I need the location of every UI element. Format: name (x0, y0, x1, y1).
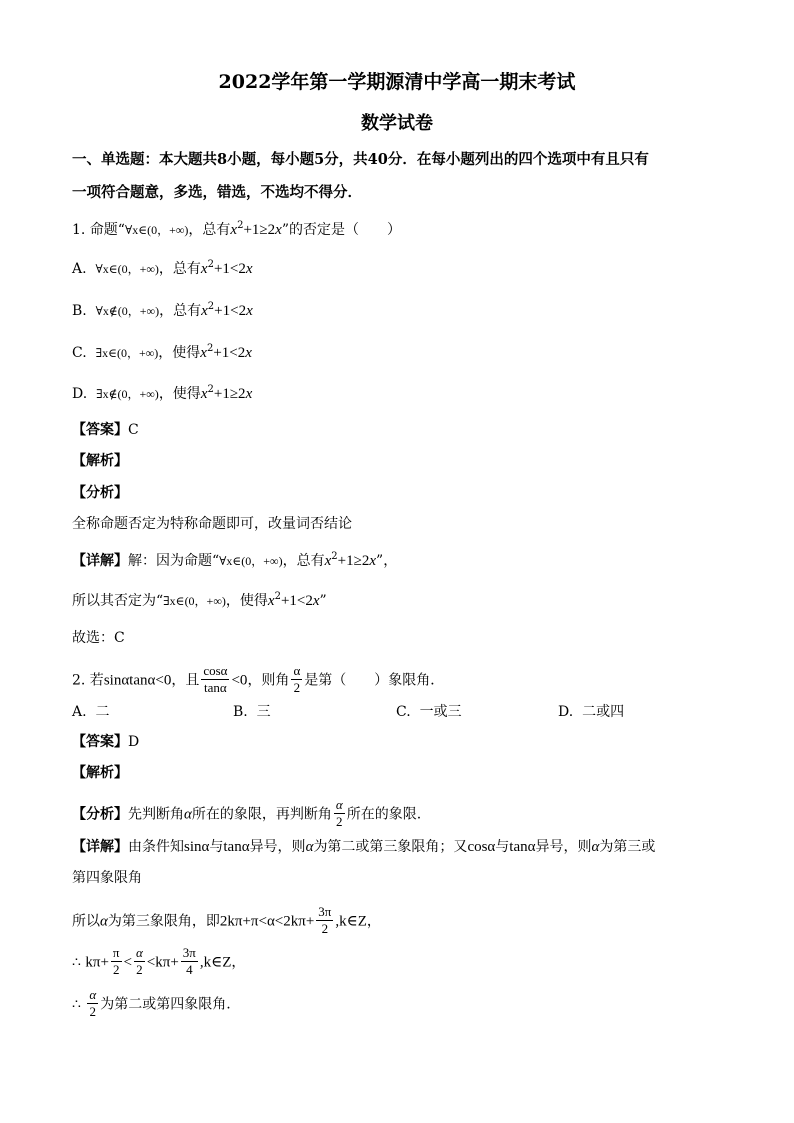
q1-option-b: B. ∀x∉(0，+∞)，总有$x^2+1<2x$ (72, 301, 253, 319)
q1-stem: 1. 命题“∀x∈(0，+∞)，总有$x^2+1\ge 2x$”的否定是（ ） (72, 220, 402, 238)
q1-option-c: C. ∃x∈(0，+∞)，使得$x^2+1<2x$ (72, 343, 252, 361)
exam-title: 2022学年第一学期源清中学高一期末考试 (218, 71, 576, 93)
q1-analysis-tag: 【解析】 (72, 453, 128, 469)
q2-step2-fraction-alpha-2: $\frac{\alpha}{2}$ (135, 945, 143, 977)
q1-option-d: D. ∃x∉(0，+∞)，使得$x^2+1\ge 2x$ (72, 384, 253, 402)
q2-stem: 2. 若sinαtanα<0，且 $\frac{\cos\alpha}{\tan\alpha}$ <0，则角 $\frac{\alpha}{2}$ 是第（ ）象限角． (72, 663, 445, 695)
q2-fraction-cos-tan: $\frac{\cos\alpha}{\tan\alpha}$ (203, 663, 228, 695)
q1-fenxi-text: 全称命题否定为特称命题即可，改量词否结论 (72, 516, 352, 532)
q1-negation: 所以其否定为“∃x∈(0，+∞)，使得$x^2+1<2x$” (72, 591, 327, 609)
q1-fenxi-tag: 【分析】 (72, 485, 128, 501)
q2-option-b: B. 三 (233, 704, 271, 720)
q2-option-a: A. 二 (72, 704, 110, 720)
q2-step2: ∴ kπ+ $\frac{\pi}{2}$ < $\frac{\alpha}{2}$ <kπ+ $\frac{3\pi}{4}$ ,k∈Z， (72, 945, 246, 977)
exam-subtitle: 数学试卷 (361, 113, 433, 134)
q2-detail-line1: 【详解】由条件知sinα与tanα异号，则α为第二或第三象限角；又cosα与tanα异号，则α为第三或 (72, 839, 656, 855)
q1-answer: 【答案】C (72, 422, 139, 438)
q1-option-a: A. ∀x∈(0，+∞)，总有$x^2+1<2x$ (72, 259, 253, 277)
q2-answer: 【答案】D (72, 734, 140, 750)
q2-fenxi-fraction: $\frac{\alpha}{2}$ (335, 797, 343, 829)
q2-step1: 所以α为第三象限角，即2kπ+π<α<2kπ+ $\frac{3\pi}{2}$ ,k∈Z， (72, 904, 381, 936)
q2-step2-fraction-pi-2: $\frac{\pi}{2}$ (112, 945, 120, 977)
q2-step3-fraction: $\frac{\alpha}{2}$ (89, 987, 97, 1019)
q2-step3: ∴ $\frac{\alpha}{2}$ 为第二或第四象限角. (72, 987, 231, 1019)
q1-detail: 【详解】解：因为命题“∀x∈(0，+∞)，总有$x^2+1\ge 2x$”， (72, 551, 398, 569)
q2-option-d: D. 二或四 (558, 704, 625, 720)
q2-step2-fraction-3pi-4: $\frac{3\pi}{4}$ (182, 945, 196, 977)
q2-fraction-half-alpha: $\frac{\alpha}{2}$ (293, 663, 301, 695)
q1-choose: 故选：C (72, 630, 125, 646)
section-instruction-line1: 一、单选题：本大题共8小题，每小题5分，共40分．在每小题列出的四个选项中有且只有 (72, 151, 649, 168)
section-instruction-line2: 一项符合题意，多选，错选，不选均不得分． (72, 184, 362, 201)
q2-analysis-tag: 【解析】 (72, 765, 128, 781)
q2-option-c: C. 一或三 (396, 704, 462, 720)
q2-detail-line2: 第四象限角 (72, 870, 142, 886)
q2-fenxi: 【分析】先判断角α所在的象限，再判断角 $\frac{\alpha}{2}$ 所在的象限. (72, 797, 422, 829)
q2-step1-fraction: $\frac{3\pi}{2}$ (318, 904, 332, 936)
